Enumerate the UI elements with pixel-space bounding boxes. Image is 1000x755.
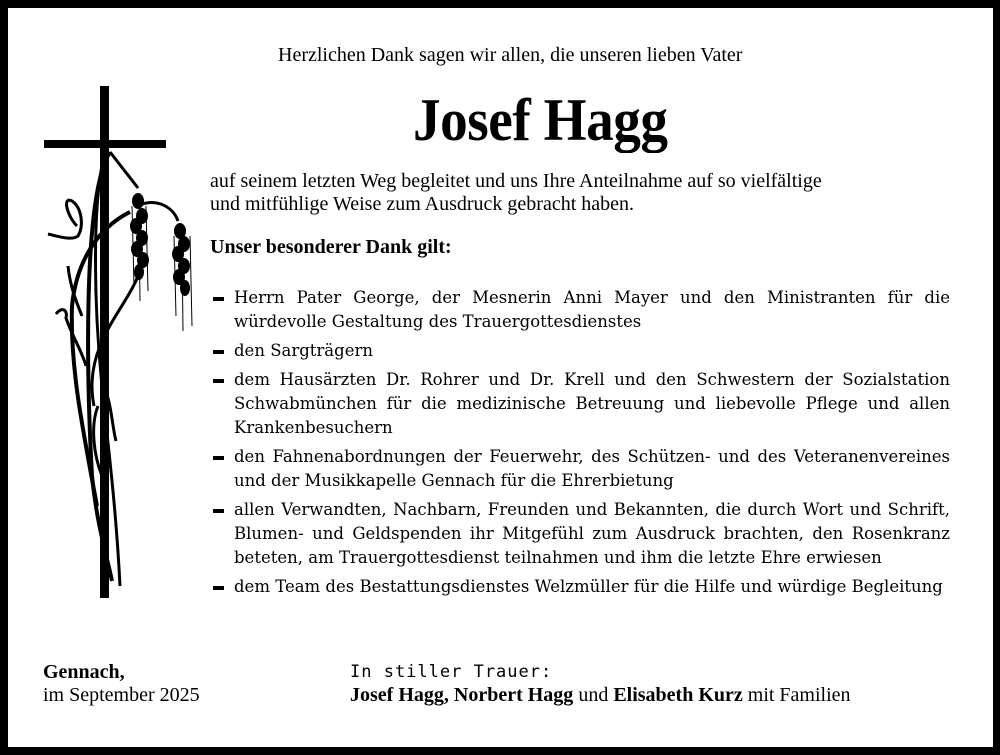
thanks-heading: Unser besonderer Dank gilt:: [210, 236, 452, 258]
list-item-text: Herrn Pater George, der Mesnerin Anni Mayer und den Ministranten für die würdevolle Gestaltung des Trauergottesdienstes: [234, 288, 950, 331]
intro-text-wrap: [278, 44, 878, 67]
paragraph-line: und mitfühlige Weise zum Ausdruck gebracht haben.: [210, 193, 635, 215]
dash-bullet-icon: [213, 297, 224, 301]
cross-with-wheat-icon: [42, 86, 202, 606]
thanks-paragraph: [210, 170, 970, 216]
obituary-notice: [8, 8, 993, 747]
place-and-date: [43, 661, 200, 707]
list-item: [210, 575, 950, 599]
list-item: [210, 445, 950, 493]
dash-bullet-icon: [213, 350, 224, 354]
dash-bullet-icon: [213, 509, 224, 513]
list-item: [210, 368, 950, 440]
mourning-label: In stiller Trauer:: [350, 662, 553, 682]
list-item: [210, 339, 950, 363]
deceased-name: Josef Hagg: [413, 87, 668, 153]
place: Gennach,: [43, 661, 125, 683]
date: im September 2025: [43, 684, 200, 706]
conjunction: und: [573, 684, 614, 706]
intro-text: Herzlichen Dank sagen wir allen, die unseren lieben Vater: [278, 44, 743, 66]
list-item-text: dem Hausärzten Dr. Rohrer und Dr. Krell und den Schwestern der Sozialstation Schwabmünchen für die medizinische Betreuung und liebevolle Pflege und allen Krankenbesuchern: [234, 370, 950, 437]
dash-bullet-icon: [213, 586, 224, 590]
list-item-text: den Fahnenabordnungen der Feuerwehr, des Schützen- und des Veteranenvereines und der Musikkapelle Gennach für die Ehrerbietung: [234, 447, 950, 490]
dash-bullet-icon: [213, 379, 224, 383]
mourners-suffix: mit Familien: [742, 684, 851, 706]
dash-bullet-icon: [213, 456, 224, 460]
mourner-name: Josef Hagg,: [350, 684, 449, 706]
thanks-list: [210, 286, 950, 604]
list-item: [210, 286, 950, 334]
mourner-name: Elisabeth Kurz: [613, 684, 743, 706]
mourners-line: [350, 684, 851, 707]
list-item: [210, 498, 950, 570]
list-item-text: allen Verwandten, Nachbarn, Freunden und Bekannten, die durch Wort und Schrift, Blumen- und Geldspenden ihr Mitgefühl zum Ausdruck brachten, den Rosenkranz beteten, am Trauergottesdienst teilnahmen und ihm die letzte Ehre erwiesen: [234, 500, 950, 567]
list-item-text: dem Team des Bestattungsdienstes Welzmüller für die Hilfe und würdige Begleitung: [234, 577, 943, 596]
paragraph-line: auf seinem letzten Weg begleitet und uns Ihre Anteilnahme auf so vielfältige: [210, 170, 822, 192]
mourner-name: Norbert Hagg: [453, 684, 574, 706]
list-item-text: den Sargträgern: [234, 341, 373, 360]
mourners-block: [350, 661, 851, 707]
